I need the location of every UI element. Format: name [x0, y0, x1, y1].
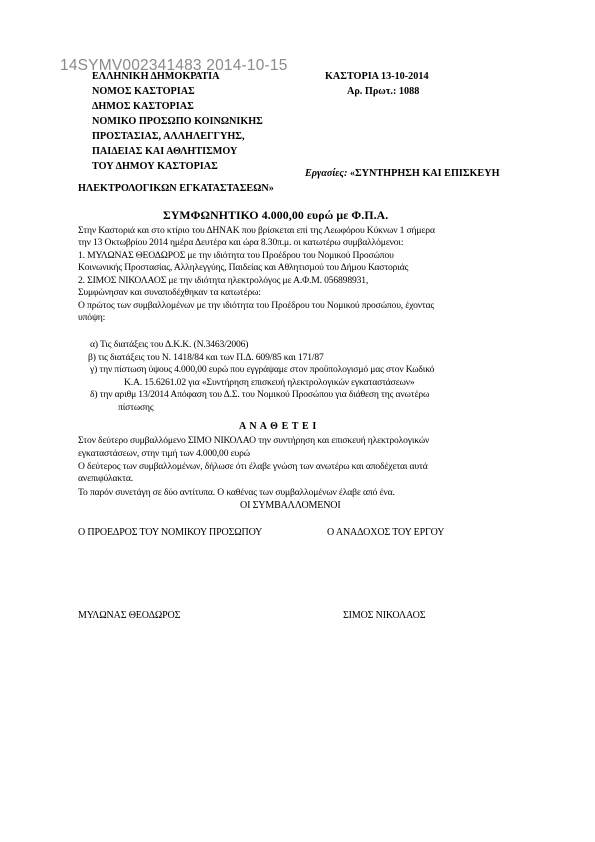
- protocol-number: Αρ. Πρωτ.: 1088: [347, 86, 420, 97]
- works-subject-line2: ΗΛΕΚΤΡΟΛΟΓΙΚΩΝ ΕΓΚΑΤΑΣΤΑΣΕΩΝ»: [78, 183, 274, 194]
- body-line: υπόψη:: [78, 312, 106, 323]
- place-date: ΚΑΣΤΟΡΙΑ 13-10-2014: [325, 71, 429, 82]
- assign-line: Το παρόν συνετάγη σε δύο αντίτυπα. Ο καθένας των συμβαλλομένων έλαβε από ένα.: [78, 487, 395, 498]
- document-title: ΣΥΜΦΩΝΗΤΙΚΟ 4.000,00 ευρώ με Φ.Π.Α.: [163, 208, 389, 222]
- works-subject-line1: [305, 167, 500, 182]
- body-line: την 13 Οκτωβρίου 2014 ημέρα Δευτέρα και ώρα 8.30π.μ. οι κατωτέρω συμβαλλόμενοι:: [78, 237, 404, 248]
- issuer-line: ΕΛΛΗΝΙΚΗ ΔΗΜΟΚΡΑΤΙΑ: [92, 71, 220, 82]
- issuer-line: ΤΟΥ ΔΗΜΟΥ ΚΑΣΤΟΡΙΑΣ: [92, 161, 218, 172]
- parties-heading: ΟΙ ΣΥΜΒΑΛΛΟΜΕΝΟΙ: [240, 500, 341, 511]
- assign-line: ανεπιφύλακτα.: [78, 473, 133, 484]
- list-item-continuation: πίστωσης: [118, 402, 154, 413]
- list-item: α) Τις διατάξεις του Δ.Κ.Κ. (Ν.3463/2006): [90, 339, 249, 350]
- body-line: 2. ΣΙΜΟΣ ΝΙΚΟΛΑΟΣ με την ιδιότητα ηλεκτρολόγος με Α.Φ.Μ. 056898931,: [78, 275, 369, 286]
- body-line: Στην Καστοριά και στο κτίριο του ΔΗΝΑΚ που βρίσκεται επί της Λεωφόρου Κύκνων 1 σήμερα: [78, 225, 435, 236]
- signature-name-right: ΣΙΜΟΣ ΝΙΚΟΛΑΟΣ: [343, 610, 426, 621]
- document-id-watermark: 14SYMV002341483 2014-10-15: [60, 57, 288, 74]
- body-line: Κοινωνικής Προστασίας, Αλληλεγγύης, Παιδείας και Αθλητισμού του Δήμου Καστοριάς: [78, 262, 409, 273]
- works-text: «ΣΥΝΤΗΡΗΣΗ ΚΑΙ ΕΠΙΣΚΕΥΗ: [347, 168, 500, 179]
- signature-role-right: Ο ΑΝΑΔΟΧΟΣ ΤΟΥ ΕΡΓΟΥ: [327, 527, 445, 538]
- issuer-line: ΠΑΙΔΕΙΑΣ ΚΑΙ ΑΘΛΗΤΙΣΜΟΥ: [92, 146, 238, 157]
- signature-name-left: ΜΥΛΩΝΑΣ ΘΕΟΔΩΡΟΣ: [78, 610, 181, 621]
- issuer-line: ΔΗΜΟΣ ΚΑΣΤΟΡΙΑΣ: [92, 101, 194, 112]
- issuer-line: ΠΡΟΣΤΑΣΙΑΣ, ΑΛΛΗΛΕΓΓΥΗΣ,: [92, 131, 245, 142]
- list-item-continuation: Κ.Α. 15.6261.02 για «Συντήρηση επισκευή ηλεκτρολογικών εγκαταστάσεων»: [124, 377, 415, 388]
- list-item: γ) την πίστωση ύψους 4.000,00 ευρώ που εγγράψαμε στον προϋπολογισμό μας στον Κωδικό: [90, 364, 435, 375]
- assigns-heading: Α Ν Α Θ Ε Τ Ε Ι: [239, 421, 317, 432]
- assign-line: Ο δεύτερος των συμβαλλομένων, δήλωσε ότι έλαβε γνώση των ανωτέρω και αποδέχεται αυτά: [78, 461, 428, 472]
- signature-role-left: Ο ΠΡΟΕΔΡΟΣ ΤΟΥ ΝΟΜΙΚΟΥ ΠΡΟΣΩΠΟΥ: [78, 527, 263, 538]
- body-line: 1. ΜΥΛΩΝΑΣ ΘΕΟΔΩΡΟΣ με την ιδιότητα του Προέδρου του Νομικού Προσώπου: [78, 250, 394, 261]
- body-line: Ο πρώτος των συμβαλλομένων με την ιδιότητα του Προέδρου του Νομικού προσώπου, έχοντας: [78, 300, 435, 311]
- list-item: β) τις διατάξεις του Ν. 1418/84 και των Π.Δ. 609/85 και 171/87: [88, 352, 324, 363]
- assign-line: Στον δεύτερο συμβαλλόμενο ΣΙΜΟ ΝΙΚΟΛΑΟ την συντήρηση και επισκευή ηλεκτρολογικών: [78, 435, 430, 446]
- list-item: δ) την αριθμ 13/2014 Απόφαση του Δ.Σ. του Νομικού Προσώπου για διάθεση της ανωτέρω: [90, 389, 430, 400]
- issuer-line: ΝΟΜΟΣ ΚΑΣΤΟΡΙΑΣ: [92, 86, 195, 97]
- issuer-line: ΝΟΜΙΚΟ ΠΡΟΣΩΠΟ ΚΟΙΝΩΝΙΚΗΣ: [92, 116, 263, 127]
- body-line: Συμφώνησαν και συναποδέχθηκαν τα κατωτέρω:: [78, 287, 261, 298]
- works-label: Εργασίες:: [305, 168, 348, 179]
- assign-line: εγκαταστάσεων, στην τιμή των 4.000,00 ευρώ: [78, 448, 250, 459]
